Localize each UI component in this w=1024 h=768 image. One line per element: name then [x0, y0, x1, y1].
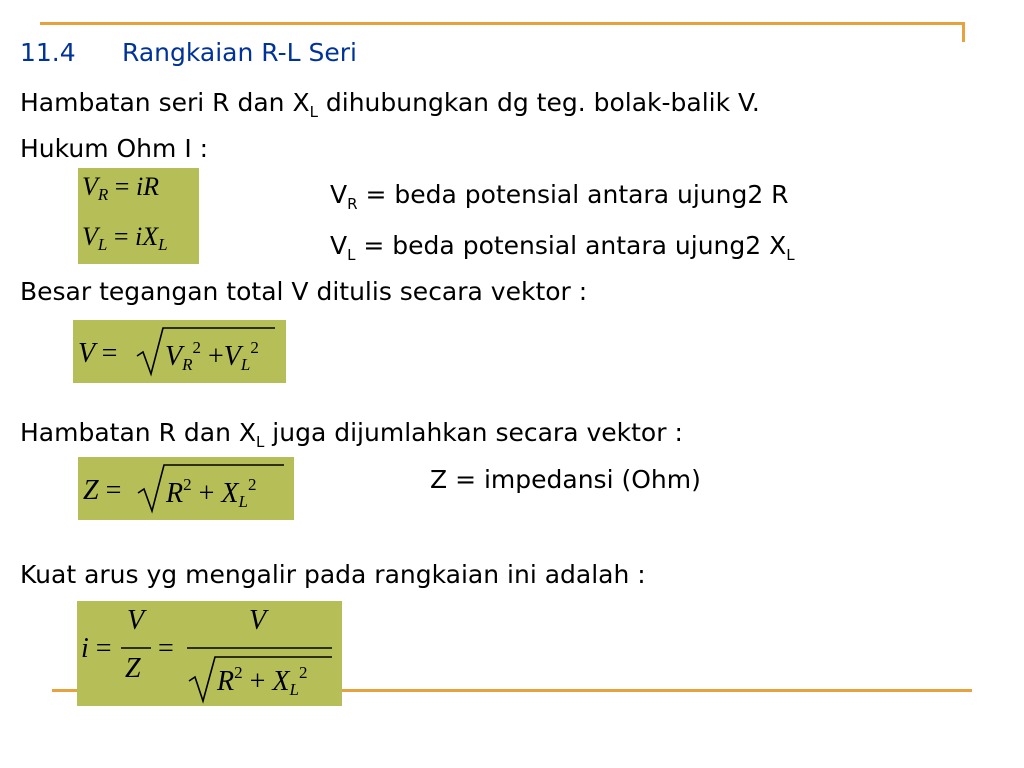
impedance-text-b: juga dijumlahkan secara vektor :: [264, 418, 683, 447]
def-vl-sub2: L: [786, 246, 795, 264]
formula-box-voltage: [73, 320, 286, 383]
formula-i-den2: $R^2 + X_L^2$: [217, 663, 308, 699]
formula-i-num1: V: [127, 605, 145, 636]
top-rule: [40, 22, 965, 25]
formula-v-rhs: $V_R^2 +V_L^2$: [165, 338, 259, 374]
ohm-law-line: Hukum Ohm I :: [20, 134, 209, 163]
impedance-line: [20, 418, 683, 457]
formula-vl: $V_L = iX_L$: [82, 222, 168, 254]
fraction-bar-1: [121, 647, 151, 651]
def-vl-symbol: V: [330, 231, 348, 260]
formula-z-lhs: Z =: [83, 475, 122, 506]
impedance-sub: L: [256, 433, 265, 451]
formula-box-current: [77, 601, 342, 706]
formula-i-num2: V: [249, 605, 267, 636]
formula-vr: $V_R$ = iR: [82, 172, 160, 204]
section-title: Rangkaian R-L Seri: [122, 38, 357, 67]
formula-z-rhs: $R^2 + X_L^2$: [166, 475, 257, 511]
formula-box-ohm: [78, 168, 199, 264]
formula-i-eq2: =: [158, 633, 174, 664]
formula-i-lhs: i =: [81, 633, 112, 664]
definition-vl: [330, 231, 795, 270]
formula-box-impedance: [78, 457, 294, 520]
intro-text-b: dihubungkan dg teg. bolak-balik V.: [317, 88, 760, 117]
def-vr-symbol: V: [330, 180, 348, 209]
current-line: Kuat arus yg mengalir pada rangkaian ini adalah :: [20, 560, 646, 589]
total-voltage-line: Besar tegangan total V ditulis secara vektor :: [20, 277, 588, 306]
def-vl-text: = beda potensial antara ujung2 X: [355, 231, 787, 260]
right-rule: [962, 22, 965, 42]
fraction-bar-2: [187, 647, 332, 651]
def-vr-text: = beda potensial antara ujung2 R: [357, 180, 789, 209]
impedance-note: Z = impedansi (Ohm): [430, 465, 701, 494]
def-vr-sub: R: [347, 195, 358, 213]
impedance-text-a: Hambatan R dan X: [20, 418, 256, 447]
def-vl-sub: L: [347, 246, 356, 264]
formula-i-den1: Z: [125, 653, 141, 684]
intro-text-a: Hambatan seri R dan X: [20, 88, 310, 117]
section-number: 11.4: [20, 38, 76, 67]
intro-sub: L: [309, 103, 318, 121]
formula-v-lhs: V =: [78, 338, 118, 369]
intro-line: [20, 88, 760, 127]
definition-vr: [330, 180, 789, 219]
